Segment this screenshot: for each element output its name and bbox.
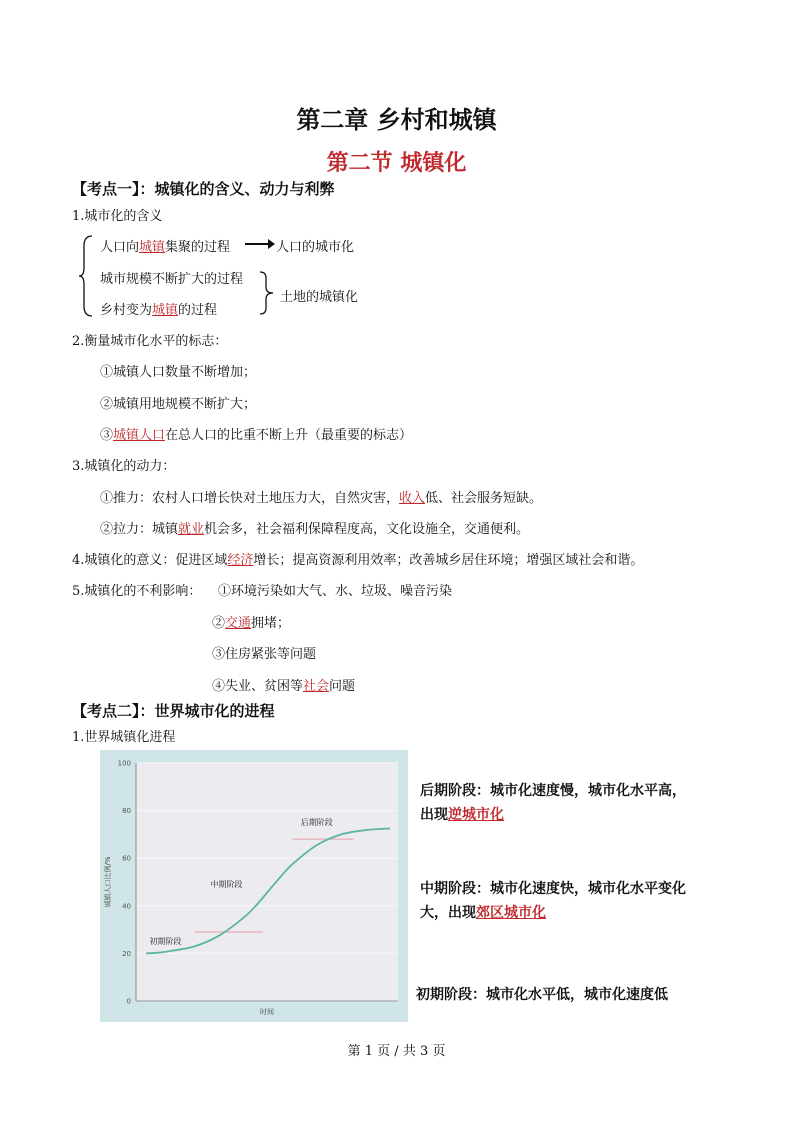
page-footer: 第 1 页 / 共 3 页 (347, 1044, 446, 1059)
stage-annotation: 初期阶段 (149, 936, 182, 946)
s1-title: 1.城市化的含义 (72, 209, 163, 224)
y-tick-label: 60 (122, 854, 131, 863)
y-tick-label: 0 (126, 997, 131, 1006)
chart-plot-area (136, 763, 398, 1001)
def-result-1: 人口的城市化 (276, 240, 355, 255)
y-axis-label: 城镇人口比例/% (104, 856, 112, 908)
s5-item-1: ①环境污染如大气、水、垃圾、噪音污染 (218, 584, 453, 599)
right-brace-icon (258, 270, 276, 316)
s4-significance: 4.城镇化的意义：促进区域经济增长；提高资源利用效率；改善城乡居住环境；增强区域社会和谐。 (72, 553, 644, 568)
s5-item-4: ④失业、贫困等社会问题 (212, 679, 356, 694)
chapter-title: 第二章 乡村和城镇 (296, 105, 497, 134)
def-line-1: 人口向城镇集聚的过程 (100, 240, 231, 255)
section-title: 第二节 城镇化 (326, 150, 467, 176)
y-tick-label: 40 (122, 902, 131, 911)
mid-stage-desc: 中期阶段：城市化速度快，城市化水平变化大，出现郊区城市化 (420, 881, 686, 921)
def-line-2: 城市规模不断扩大的过程 (100, 272, 244, 287)
stage-annotation: 后期阶段 (300, 817, 333, 827)
y-tick-label: 20 (122, 949, 131, 958)
y-tick-label: 100 (117, 759, 131, 768)
late-stage-desc: 后期阶段：城市化速度慢，城市化水平高，出现逆城市化 (420, 783, 686, 823)
s2-title: 2.衡量城市化水平的标志： (72, 334, 228, 349)
kp2-heading: 【考点二】：世界城市化的进程 (72, 702, 275, 720)
s3-title: 3.城镇化的动力： (72, 459, 176, 474)
early-stage-desc: 初期阶段：城市化水平低，城市化速度低 (416, 987, 668, 1003)
x-axis-label: 时间 (260, 1008, 274, 1016)
s3-push: ①推力：农村人口增长快对土地压力大，自然灾害，收入低、社会服务短缺。 (100, 491, 543, 506)
urbanization-chart (100, 750, 408, 1022)
s3-pull: ②拉力：城镇就业机会多，社会福利保障程度高，文化设施全，交通便利。 (100, 522, 530, 537)
s2-item-3: ③城镇人口在总人口的比重不断上升（最重要的标志） (100, 428, 413, 443)
arrow-right-icon (244, 236, 276, 252)
y-tick-label: 80 (122, 807, 131, 816)
kp2-s1-title: 1.世界城镇化进程 (72, 730, 176, 745)
stage-annotation: 中期阶段 (210, 879, 243, 889)
s5-item-3: ③住房紧张等问题 (212, 647, 317, 662)
def-line-3: 乡村变为城镇的过程 (100, 303, 218, 318)
s5-title: 5.城镇化的不利影响： (72, 584, 202, 599)
s2-item-2: ②城镇用地规模不断扩大； (100, 397, 257, 412)
s2-item-1: ①城镇人口数量不断增加； (100, 365, 257, 380)
left-brace-icon (78, 234, 94, 318)
kp1-heading: 【考点一】：城镇化的含义、动力与利弊 (72, 180, 335, 198)
def-result-2: 土地的城镇化 (280, 290, 359, 305)
s5-item-2: ②交通拥堵； (212, 616, 291, 631)
